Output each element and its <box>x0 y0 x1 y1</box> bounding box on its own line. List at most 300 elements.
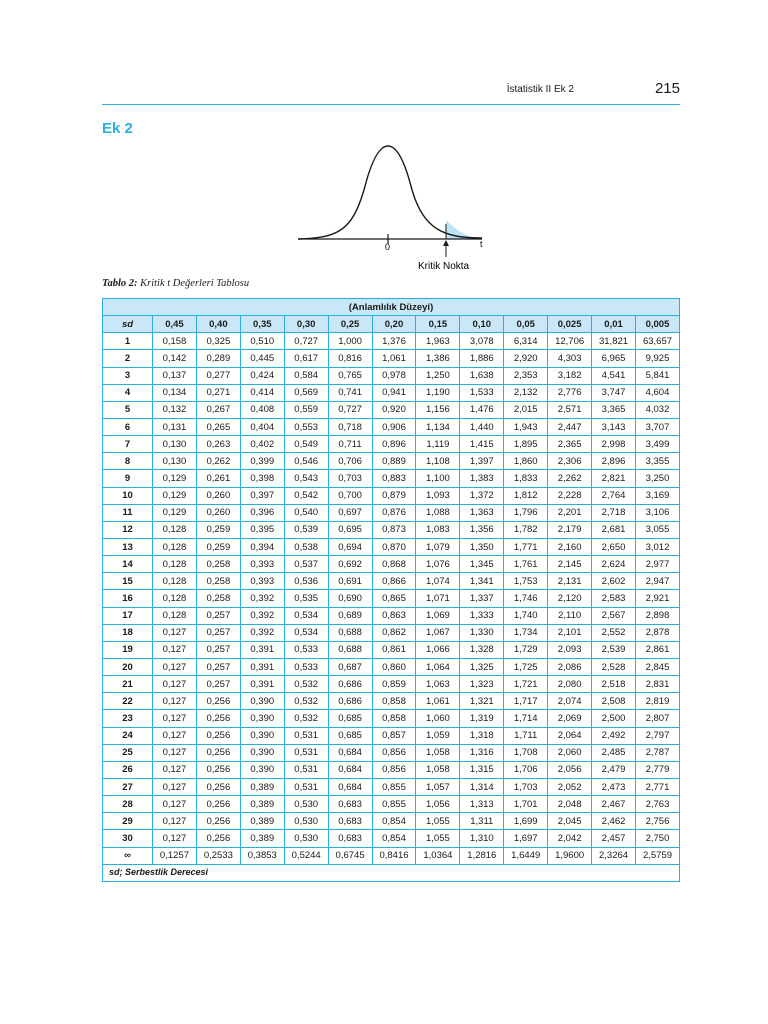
critical-value-cell: 0,530 <box>284 830 328 847</box>
critical-value-cell: 3,747 <box>592 384 636 401</box>
critical-value-cell: 1,337 <box>460 590 504 607</box>
table-row <box>103 778 680 795</box>
critical-value-cell: 0,684 <box>328 744 372 761</box>
critical-value-cell: 0,535 <box>284 590 328 607</box>
table-row <box>103 744 680 761</box>
significance-level-header: (Anlamlılık Düzeyi) <box>103 299 680 316</box>
critical-value-cell: 2,977 <box>635 556 679 573</box>
critical-value-cell: 3,499 <box>635 436 679 453</box>
critical-value-cell: 2,807 <box>635 710 679 727</box>
critical-value-cell: 1,311 <box>460 813 504 830</box>
critical-value-cell: 0,700 <box>328 487 372 504</box>
critical-value-cell: 2,681 <box>592 521 636 538</box>
table-row <box>103 624 680 641</box>
degrees-of-freedom-cell: 29 <box>103 813 153 830</box>
table-row <box>103 813 680 830</box>
critical-value-cell: 0,695 <box>328 521 372 538</box>
critical-value-cell: 0,694 <box>328 538 372 555</box>
critical-value-cell: 1,318 <box>460 727 504 744</box>
critical-value-cell: 2,462 <box>592 813 636 830</box>
critical-value-cell: 2,132 <box>504 384 548 401</box>
critical-value-cell: 1,833 <box>504 470 548 487</box>
critical-value-cell: 0,127 <box>153 658 197 675</box>
critical-value-cell: 0,390 <box>240 727 284 744</box>
alpha-header: 0,35 <box>240 316 284 333</box>
degrees-of-freedom-cell: 12 <box>103 521 153 538</box>
critical-value-cell: 2,528 <box>592 658 636 675</box>
critical-value-cell: 1,341 <box>460 573 504 590</box>
critical-value-cell: 0,132 <box>153 401 197 418</box>
critical-value-cell: 0,532 <box>284 710 328 727</box>
critical-value-cell: 0,445 <box>240 350 284 367</box>
critical-value-cell: 9,925 <box>635 350 679 367</box>
critical-value-cell: 0,127 <box>153 778 197 795</box>
alpha-header: 0,45 <box>153 316 197 333</box>
degrees-of-freedom-cell: 24 <box>103 727 153 744</box>
critical-value-cell: 1,356 <box>460 521 504 538</box>
critical-value-cell: 0,6745 <box>328 847 372 864</box>
critical-value-cell: 1,717 <box>504 693 548 710</box>
degrees-of-freedom-cell: 21 <box>103 676 153 693</box>
alpha-header: 0,01 <box>592 316 636 333</box>
critical-value-cell: 1,064 <box>416 658 460 675</box>
t-distribution-curve-svg <box>294 140 494 275</box>
critical-value-cell: 0,862 <box>372 624 416 641</box>
critical-value-cell: 0,130 <box>153 436 197 453</box>
critical-value-cell: 2,861 <box>635 641 679 658</box>
critical-value-cell: 0,260 <box>196 504 240 521</box>
table-body <box>103 333 680 864</box>
critical-value-cell: 0,859 <box>372 676 416 693</box>
table-row <box>103 470 680 487</box>
critical-value-cell: 0,741 <box>328 384 372 401</box>
critical-value-cell: 1,771 <box>504 538 548 555</box>
critical-value-cell: 0,424 <box>240 367 284 384</box>
critical-value-cell: 0,158 <box>153 333 197 350</box>
critical-value-cell: 2,821 <box>592 470 636 487</box>
critical-value-cell: 0,978 <box>372 367 416 384</box>
critical-value-cell: 2,539 <box>592 641 636 658</box>
critical-value-cell: 0,259 <box>196 521 240 538</box>
critical-value-cell: 1,100 <box>416 470 460 487</box>
critical-value-cell: 0,399 <box>240 453 284 470</box>
critical-value-cell: 0,537 <box>284 556 328 573</box>
critical-value-cell: 0,684 <box>328 778 372 795</box>
critical-value-cell: 0,265 <box>196 418 240 435</box>
critical-value-cell: 0,533 <box>284 658 328 675</box>
degrees-of-freedom-cell: 7 <box>103 436 153 453</box>
critical-value-cell: 1,250 <box>416 367 460 384</box>
critical-value-cell: 0,5244 <box>284 847 328 864</box>
degrees-of-freedom-cell: 28 <box>103 796 153 813</box>
critical-value-cell: 0,390 <box>240 744 284 761</box>
critical-value-cell: 1,000 <box>328 333 372 350</box>
degrees-of-freedom-cell: 15 <box>103 573 153 590</box>
critical-value-cell: 0,127 <box>153 796 197 813</box>
alpha-header: 0,10 <box>460 316 504 333</box>
critical-value-cell: 0,256 <box>196 830 240 847</box>
critical-value-cell: 2,921 <box>635 590 679 607</box>
critical-value-cell: 0,531 <box>284 778 328 795</box>
table-row <box>103 676 680 693</box>
t-distribution-figure <box>294 140 494 275</box>
critical-value-cell: 0,543 <box>284 470 328 487</box>
critical-value-cell: 0,392 <box>240 624 284 641</box>
critical-value-cell: 2,508 <box>592 693 636 710</box>
critical-value-cell: 1,533 <box>460 384 504 401</box>
degrees-of-freedom-cell: 13 <box>103 538 153 555</box>
critical-value-cell: 1,372 <box>460 487 504 504</box>
critical-value-cell: 0,856 <box>372 761 416 778</box>
table-row <box>103 401 680 418</box>
critical-value-cell: 1,088 <box>416 504 460 521</box>
critical-value-cell: 1,753 <box>504 573 548 590</box>
critical-point-label: Kritik Nokta <box>418 261 470 272</box>
critical-value-cell: 1,725 <box>504 658 548 675</box>
critical-value-cell: 0,816 <box>328 350 372 367</box>
critical-value-cell: 0,683 <box>328 830 372 847</box>
table-row <box>103 418 680 435</box>
critical-value-cell: 1,315 <box>460 761 504 778</box>
critical-value-cell: 2,045 <box>548 813 592 830</box>
critical-value-cell: 0,129 <box>153 487 197 504</box>
critical-value-cell: 2,787 <box>635 744 679 761</box>
critical-value-cell: 1,056 <box>416 796 460 813</box>
critical-value-cell: 0,718 <box>328 418 372 435</box>
critical-value-cell: 2,485 <box>592 744 636 761</box>
critical-value-cell: 0,711 <box>328 436 372 453</box>
critical-value-cell: 0,683 <box>328 813 372 830</box>
critical-value-cell: 3,182 <box>548 367 592 384</box>
critical-value-cell: 0,692 <box>328 556 372 573</box>
critical-value-cell: 0,260 <box>196 487 240 504</box>
critical-value-cell: 0,889 <box>372 453 416 470</box>
critical-value-cell: 0,685 <box>328 727 372 744</box>
critical-value-cell: 12,706 <box>548 333 592 350</box>
critical-value-cell: 0,549 <box>284 436 328 453</box>
critical-value-cell: 2,920 <box>504 350 548 367</box>
critical-value-cell: 0,396 <box>240 504 284 521</box>
alpha-header: 0,005 <box>635 316 679 333</box>
critical-value-cell: 2,896 <box>592 453 636 470</box>
critical-value-cell: 2,779 <box>635 761 679 778</box>
critical-value-cell: 1,055 <box>416 813 460 830</box>
zero-label: 0 <box>385 242 391 252</box>
alpha-header: 0,25 <box>328 316 372 333</box>
critical-value-cell: 0,389 <box>240 796 284 813</box>
critical-value-cell: 2,571 <box>548 401 592 418</box>
critical-value-cell: 1,321 <box>460 693 504 710</box>
critical-value-cell: 2,763 <box>635 796 679 813</box>
degrees-of-freedom-cell: 23 <box>103 710 153 727</box>
critical-value-cell: 0,703 <box>328 470 372 487</box>
column-header-row <box>103 316 680 333</box>
critical-value-cell: 0,685 <box>328 710 372 727</box>
critical-value-cell: 0,688 <box>328 624 372 641</box>
critical-value-cell: 0,393 <box>240 556 284 573</box>
critical-value-cell: 1,055 <box>416 830 460 847</box>
degrees-of-freedom-cell: 9 <box>103 470 153 487</box>
critical-value-cell: 2,365 <box>548 436 592 453</box>
critical-value-cell: 0,263 <box>196 436 240 453</box>
critical-value-cell: 1,063 <box>416 676 460 693</box>
sd-column-header: sd <box>103 316 153 333</box>
critical-value-cell: 0,687 <box>328 658 372 675</box>
critical-value-cell: 0,127 <box>153 830 197 847</box>
critical-value-cell: 2,947 <box>635 573 679 590</box>
critical-value-cell: 0,857 <box>372 727 416 744</box>
critical-value-cell: 4,604 <box>635 384 679 401</box>
degrees-of-freedom-cell: 19 <box>103 641 153 658</box>
critical-value-cell: 0,530 <box>284 796 328 813</box>
table-caption <box>102 278 249 289</box>
critical-value-cell: 1,708 <box>504 744 548 761</box>
critical-value-cell: 0,941 <box>372 384 416 401</box>
critical-value-cell: 0,691 <box>328 573 372 590</box>
t-axis-label: t <box>480 239 483 249</box>
critical-value-cell: 0,391 <box>240 641 284 658</box>
critical-value-cell: 0,689 <box>328 607 372 624</box>
critical-value-cell: 0,256 <box>196 710 240 727</box>
critical-value-cell: 0,854 <box>372 830 416 847</box>
critical-value-cell: 0,128 <box>153 590 197 607</box>
critical-arrow-head <box>443 240 449 246</box>
critical-value-cell: 2,518 <box>592 676 636 693</box>
critical-value-cell: 0,391 <box>240 658 284 675</box>
critical-value-cell: 1,058 <box>416 744 460 761</box>
critical-value-cell: 0,137 <box>153 367 197 384</box>
critical-value-cell: 2,447 <box>548 418 592 435</box>
critical-value-cell: 0,277 <box>196 367 240 384</box>
alpha-header: 0,15 <box>416 316 460 333</box>
critical-value-cell: 3,707 <box>635 418 679 435</box>
critical-value-cell: 1,345 <box>460 556 504 573</box>
critical-value-cell: 1,714 <box>504 710 548 727</box>
critical-value-cell: 0,906 <box>372 418 416 435</box>
footnote-label: sd; <box>109 867 123 878</box>
critical-value-cell: 1,156 <box>416 401 460 418</box>
critical-value-cell: 0,390 <box>240 693 284 710</box>
critical-value-cell: 2,819 <box>635 693 679 710</box>
table-row <box>103 573 680 590</box>
degrees-of-freedom-cell: 16 <box>103 590 153 607</box>
critical-value-cell: 2,131 <box>548 573 592 590</box>
critical-value-cell: 0,542 <box>284 487 328 504</box>
critical-value-cell: 0,128 <box>153 607 197 624</box>
critical-value-cell: 0,261 <box>196 470 240 487</box>
critical-value-cell: 0,127 <box>153 813 197 830</box>
alpha-header: 0,20 <box>372 316 416 333</box>
degrees-of-freedom-cell: 22 <box>103 693 153 710</box>
table-row <box>103 367 680 384</box>
critical-value-cell: 0,408 <box>240 401 284 418</box>
critical-value-cell: 0,765 <box>328 367 372 384</box>
critical-value-cell: 2,262 <box>548 470 592 487</box>
critical-value-cell: 0,534 <box>284 607 328 624</box>
critical-value-cell: 0,870 <box>372 538 416 555</box>
footnote-row <box>103 864 680 881</box>
critical-value-cell: 0,3853 <box>240 847 284 864</box>
table-row <box>103 847 680 864</box>
critical-value-cell: 0,257 <box>196 607 240 624</box>
critical-value-cell: 2,500 <box>592 710 636 727</box>
critical-value-cell: 1,376 <box>372 333 416 350</box>
critical-value-cell: 1,108 <box>416 453 460 470</box>
critical-value-cell: 1,895 <box>504 436 548 453</box>
critical-value-cell: 0,131 <box>153 418 197 435</box>
critical-value-cell: 0,127 <box>153 761 197 778</box>
critical-value-cell: 0,256 <box>196 761 240 778</box>
table-row <box>103 453 680 470</box>
table-row <box>103 487 680 504</box>
critical-value-cell: 4,541 <box>592 367 636 384</box>
critical-value-cell: 0,127 <box>153 693 197 710</box>
critical-value-cell: 0,392 <box>240 607 284 624</box>
critical-value-cell: 1,701 <box>504 796 548 813</box>
critical-value-cell: 2,145 <box>548 556 592 573</box>
critical-value-cell: 1,093 <box>416 487 460 504</box>
critical-value-cell: 1,119 <box>416 436 460 453</box>
critical-value-cell: 0,530 <box>284 813 328 830</box>
critical-value-cell: 1,323 <box>460 676 504 693</box>
critical-value-cell: 1,711 <box>504 727 548 744</box>
degrees-of-freedom-cell: 10 <box>103 487 153 504</box>
critical-value-cell: 1,721 <box>504 676 548 693</box>
critical-value-cell: 1,363 <box>460 504 504 521</box>
critical-value-cell: 3,078 <box>460 333 504 350</box>
critical-value-cell: 0,394 <box>240 538 284 555</box>
critical-value-cell: 2,750 <box>635 830 679 847</box>
critical-value-cell: 2,160 <box>548 538 592 555</box>
alpha-header: 0,025 <box>548 316 592 333</box>
critical-value-cell: 0,532 <box>284 693 328 710</box>
critical-value-cell: 2,060 <box>548 744 592 761</box>
critical-value-cell: 1,333 <box>460 607 504 624</box>
critical-value-cell: 0,866 <box>372 573 416 590</box>
critical-value-cell: 1,729 <box>504 641 548 658</box>
critical-value-cell: 0,389 <box>240 778 284 795</box>
critical-value-cell: 63,657 <box>635 333 679 350</box>
critical-value-cell: 3,106 <box>635 504 679 521</box>
table-row <box>103 796 680 813</box>
critical-value-cell: 0,390 <box>240 710 284 727</box>
critical-value-cell: 0,860 <box>372 658 416 675</box>
critical-value-cell: 1,796 <box>504 504 548 521</box>
critical-value-cell: 0,414 <box>240 384 284 401</box>
degrees-of-freedom-cell: 30 <box>103 830 153 847</box>
critical-value-cell: 2,048 <box>548 796 592 813</box>
critical-value-cell: 0,584 <box>284 367 328 384</box>
critical-value-cell: 2,878 <box>635 624 679 641</box>
caption-text: Kritik t Değerleri Tablosu <box>137 278 250 289</box>
critical-value-cell: 2,624 <box>592 556 636 573</box>
table-row <box>103 658 680 675</box>
degrees-of-freedom-cell: 3 <box>103 367 153 384</box>
table-row <box>103 710 680 727</box>
critical-value-cell: 0,727 <box>328 401 372 418</box>
critical-value-cell: 0,858 <box>372 710 416 727</box>
critical-value-cell: 0,257 <box>196 641 240 658</box>
critical-value-cell: 1,325 <box>460 658 504 675</box>
critical-value-cell: 0,855 <box>372 796 416 813</box>
footnote-text: Serbestlik Derecesi <box>122 867 209 878</box>
critical-value-cell: 1,943 <box>504 418 548 435</box>
critical-value-cell: 0,391 <box>240 676 284 693</box>
critical-value-cell: 0,706 <box>328 453 372 470</box>
critical-value-cell: 1,699 <box>504 813 548 830</box>
critical-value-cell: 3,055 <box>635 521 679 538</box>
degrees-of-freedom-cell: 25 <box>103 744 153 761</box>
critical-value-cell: 1,066 <box>416 641 460 658</box>
critical-value-cell: 1,397 <box>460 453 504 470</box>
table-row <box>103 590 680 607</box>
critical-value-cell: 1,319 <box>460 710 504 727</box>
critical-value-cell: 0,863 <box>372 607 416 624</box>
page-number: 215 <box>654 80 680 97</box>
critical-value-cell: 0,688 <box>328 641 372 658</box>
critical-value-cell: 2,015 <box>504 401 548 418</box>
table-row <box>103 641 680 658</box>
critical-value-cell: 1,330 <box>460 624 504 641</box>
critical-value-cell: 4,032 <box>635 401 679 418</box>
critical-value-cell: 0,855 <box>372 778 416 795</box>
critical-value-cell: 2,353 <box>504 367 548 384</box>
critical-value-cell: 0,395 <box>240 521 284 538</box>
critical-value-cell: 2,120 <box>548 590 592 607</box>
critical-value-cell: 1,782 <box>504 521 548 538</box>
alpha-header: 0,05 <box>504 316 548 333</box>
critical-value-cell: 2,080 <box>548 676 592 693</box>
appendix-title: Ek 2 <box>102 120 133 137</box>
critical-value-cell: 2,306 <box>548 453 592 470</box>
critical-value-cell: 1,057 <box>416 778 460 795</box>
critical-value-cell: 0,531 <box>284 744 328 761</box>
critical-value-cell: 1,074 <box>416 573 460 590</box>
critical-value-cell: 2,718 <box>592 504 636 521</box>
critical-value-cell: 2,086 <box>548 658 592 675</box>
critical-value-cell: 2,898 <box>635 607 679 624</box>
critical-value-cell: 2,776 <box>548 384 592 401</box>
table-row <box>103 556 680 573</box>
critical-value-cell: 0,397 <box>240 487 284 504</box>
degrees-of-freedom-cell: 20 <box>103 658 153 675</box>
critical-value-cell: 2,101 <box>548 624 592 641</box>
critical-value-cell: 1,310 <box>460 830 504 847</box>
running-title: İstatistik II Ek 2 <box>506 84 574 95</box>
critical-value-cell: 2,064 <box>548 727 592 744</box>
critical-value-cell: 1,067 <box>416 624 460 641</box>
critical-value-cell: 2,467 <box>592 796 636 813</box>
critical-value-cell: 0,257 <box>196 624 240 641</box>
critical-value-cell: 1,6449 <box>504 847 548 864</box>
critical-value-cell: 2,764 <box>592 487 636 504</box>
critical-value-cell: 1,190 <box>416 384 460 401</box>
critical-value-cell: 1,061 <box>416 693 460 710</box>
table-row <box>103 830 680 847</box>
table-row <box>103 504 680 521</box>
critical-value-cell: 0,534 <box>284 624 328 641</box>
critical-value-cell: 0,142 <box>153 350 197 367</box>
critical-value-cell: 0,540 <box>284 504 328 521</box>
degrees-of-freedom-cell: 4 <box>103 384 153 401</box>
critical-value-cell: 1,860 <box>504 453 548 470</box>
critical-value-cell: 0,325 <box>196 333 240 350</box>
critical-value-cell: 0,510 <box>240 333 284 350</box>
critical-value-cell: 3,012 <box>635 538 679 555</box>
critical-value-cell: 0,258 <box>196 556 240 573</box>
critical-value-cell: 2,056 <box>548 761 592 778</box>
critical-value-cell: 0,257 <box>196 658 240 675</box>
